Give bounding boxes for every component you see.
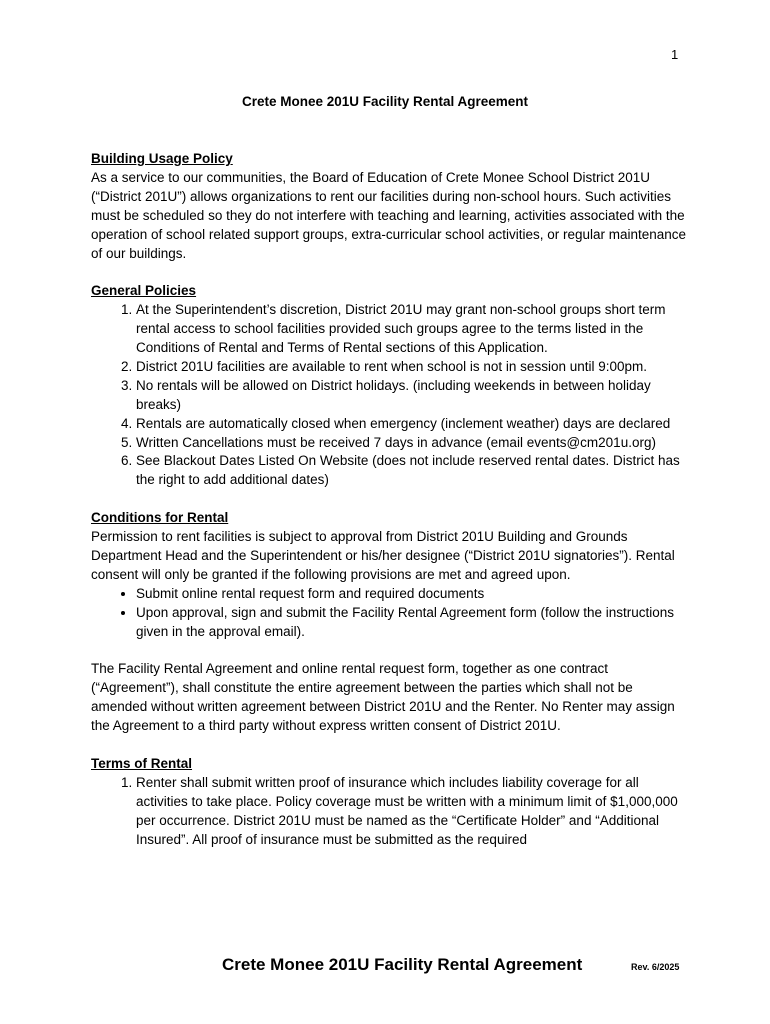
list-item: 5. Written Cancellations must be received 7 days in advance (email events@cm201u.org) <box>136 434 691 453</box>
conditions-section <box>91 509 691 641</box>
document-title: Crete Monee 201U Facility Rental Agreement <box>241 94 529 109</box>
conditions-heading: Conditions for Rental <box>91 510 229 526</box>
general-policies-section <box>91 282 691 490</box>
list-item: • Upon approval, sign and submit the Facility Rental Agreement form (follow the instructions given in the approval email). <box>136 604 691 642</box>
list-item: 3. No rentals will be allowed on District holidays. (including weekends in between holiday breaks) <box>136 377 691 415</box>
agreement-text: The Facility Rental Agreement and online rental request form, together as one contract (“Agreement”), shall constitute the entire agreement between the parties which shall not be amended without written agreement between District 201U and the Renter. No Renter may assign the Agreement to a third party without express written consent of District 201U. <box>91 661 675 734</box>
list-item: • Submit online rental request form and required documents <box>136 585 691 604</box>
building-usage-heading: Building Usage Policy <box>91 151 233 166</box>
document-body <box>91 150 691 868</box>
list-item: 2. District 201U facilities are available to rent when school is not in session until 9:00pm. <box>136 358 691 377</box>
footer-title: Crete Monee 201U Facility Rental Agreement <box>222 955 583 974</box>
general-policies-list <box>91 301 691 490</box>
terms-heading: Terms of Rental <box>91 755 193 771</box>
list-item: 1. At the Superintendent’s discretion, District 201U may grant non-school groups short term rental access to school facilities provided such groups agree to the terms listed in the Conditions of Rental and Terms of Rental sections of this Application. <box>136 301 691 358</box>
terms-list <box>91 774 691 850</box>
terms-section <box>91 755 691 850</box>
footer-revision: Rev. 6/2025 <box>631 962 680 972</box>
list-item: 6. See Blackout Dates Listed On Website (does not include reserved rental dates. District has the right to add additional dates) <box>136 452 691 490</box>
list-item: 1. Renter shall submit written proof of insurance which includes liability coverage for all activities to take place. Policy coverage must be written with a minimum limit of $1,000,000 per occurrence. District 201U must be named as the “Certificate Holder” and “Additional Insured”. All proof of insurance must be submitted as the required <box>136 774 691 850</box>
conditions-text: Permission to rent facilities is subject to approval from District 201U Building and Grounds Department Head and the Superintendent or his/her designee (“District 201U signatories”). Rental consent will only be granted if the following provisions are met and agreed upon. <box>91 529 675 582</box>
building-usage-text: As a service to our communities, the Board of Education of Crete Monee School District 201U (“District 201U”) allows organizations to rent our facilities during non-school hours. Such activities must be scheduled so they do not interfere with teaching and learning, activities associated with the operation of school related support groups, extra-curricular school activities, or regular maintenance of our buildings. <box>91 169 687 261</box>
list-item: 4. Rentals are automatically closed when emergency (inclement weather) days are declared <box>136 415 691 434</box>
general-policies-heading: General Policies <box>91 283 197 299</box>
building-usage-section <box>91 150 691 263</box>
conditions-bullet-list <box>91 585 691 642</box>
page-number: 1 <box>671 47 679 62</box>
agreement-section <box>91 660 691 736</box>
